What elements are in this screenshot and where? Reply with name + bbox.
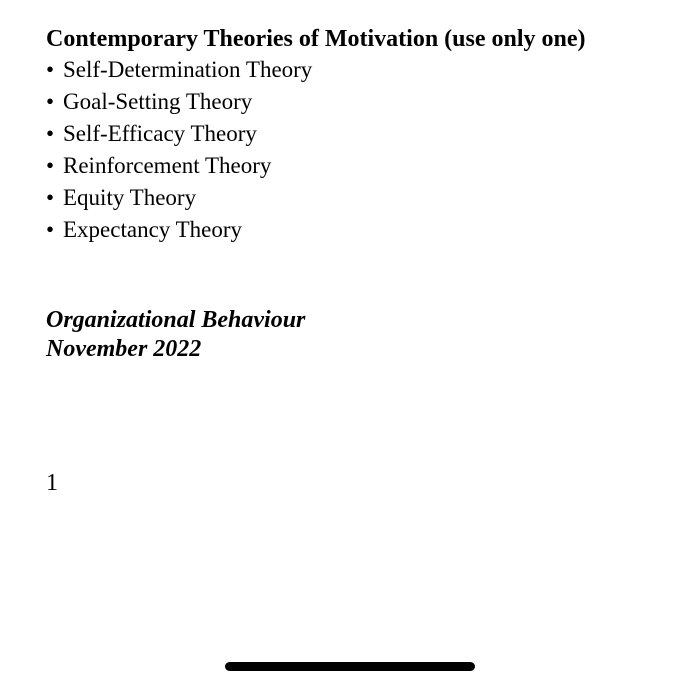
list-item: [46, 54, 666, 86]
bullet-icon: •: [46, 153, 55, 178]
theory-label: Self-Efficacy Theory: [63, 121, 257, 146]
course-info: [46, 306, 666, 364]
list-item: [46, 182, 666, 214]
bullet-icon: •: [46, 57, 55, 82]
course-date: November 2022: [46, 336, 202, 362]
section-heading: Contemporary Theories of Motivation (use only one): [46, 26, 586, 52]
list-item: [46, 118, 666, 150]
bullet-icon: •: [46, 121, 55, 146]
document-page: [46, 24, 666, 364]
list-item: [46, 150, 666, 182]
home-indicator[interactable]: [225, 662, 475, 671]
course-title: Organizational Behaviour: [46, 307, 306, 333]
list-item: [46, 214, 666, 246]
page-number: 1: [46, 470, 58, 496]
theory-label: Expectancy Theory: [63, 217, 243, 242]
theory-label: Reinforcement Theory: [63, 153, 272, 178]
theory-label: Equity Theory: [63, 185, 197, 210]
list-item: [46, 86, 666, 118]
theory-label: Self-Determination Theory: [63, 57, 313, 82]
bullet-icon: •: [46, 185, 55, 210]
theory-list: [46, 54, 666, 246]
bullet-icon: •: [46, 217, 55, 242]
theory-label: Goal-Setting Theory: [63, 89, 253, 114]
bullet-icon: •: [46, 89, 55, 114]
